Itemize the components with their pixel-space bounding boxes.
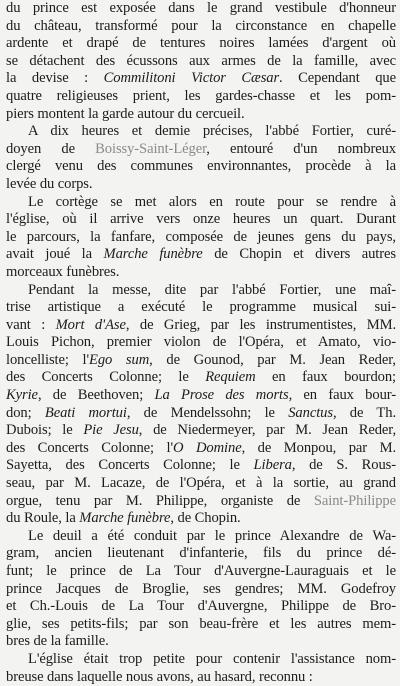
text-segment: du prince est exposée dans le grand vestibule d'honneur [6,0,396,16]
italic-title: Beati mortui [44,404,127,421]
italic-title: Commilitoni Victor Cæsar [103,70,280,87]
text-segment: funt; le prince de La Tour d'Auvergne-Lauraguais et le [6,563,396,579]
text-line [6,457,396,475]
text-line [6,581,396,599]
text-segment: gram, ancien lieutenant d'infanterie, fils du prince dé- [6,545,396,562]
text-segment: morceaux funèbres. [6,263,120,280]
text-segment: , de Grieg, par les instrumentistes, MM. [125,316,397,333]
text-segment: , de Chopin. [170,510,241,527]
text-segment: , de Niedermeyer, par M. Jean Reder, [138,422,397,439]
text-line [6,158,396,176]
text-line [6,510,396,528]
text-segment: . Cependant que [279,70,396,87]
text-segment: des Concerts Colonne; le [6,369,206,386]
text-segment: Sayetta, des Concerts Colonne; le [6,457,254,474]
text-line [6,88,396,106]
text-line [6,317,396,335]
text-line [6,264,396,282]
text-segment: quatre religieuses prient, les gardes-chasse et les pom- [6,87,396,104]
text-segment: prince Jacques de Broglie, ses gendres; MM. Godefroy [6,580,396,597]
italic-title: Mort d'Ase [55,316,126,333]
text-segment: don; [6,404,45,421]
text-line [6,211,396,229]
text-line [6,422,396,440]
text-segment: L'église était trop petite pour contenir l'assistance nom- [28,650,396,667]
text-segment: breuse dans laquelle nous avons, au hasard, reconnu : [6,668,313,685]
text-segment: vant : [6,316,56,333]
text-segment: orgue, tenu par M. Philippe, organiste de [6,492,314,509]
text-line [6,369,396,387]
text-segment: le parcours, la fanfare, composée de jeunes gens du pays, [6,228,396,245]
text-line [6,70,396,88]
text-segment: des Concerts Colonne; l' [6,439,174,456]
italic-title: Libera [253,457,292,474]
text-line [6,35,396,53]
text-line [6,440,396,458]
text-line [6,106,396,124]
text-line [6,194,396,212]
text-segment: la devise : [6,70,104,87]
text-line [6,528,396,546]
text-segment: l'église, où il arrive vers onze heures un quart. Durant [6,211,396,228]
text-segment: , de Th. [332,404,396,421]
text-line [6,141,396,159]
text-segment: levée du corps. [6,175,93,192]
text-segment: glie, ses petits-fils; par son beau-frère et les autres mem- [6,615,396,632]
text-line [6,387,396,405]
text-segment: A dix heures et demie précises, l'abbé Fortier, curé- [28,123,396,140]
text-line [6,405,396,423]
place-name: Boissy-Saint-Léger [95,140,207,157]
text-segment: loncelliste; l' [6,351,90,368]
paragraph [6,0,396,123]
text-segment: ardente et drapé de tentures noires lamées d'argent où [6,35,396,52]
italic-title: O Domine [173,439,242,456]
text-segment: Le cortège se met alors en route pour se rendre à [28,193,396,210]
text-segment: de Chopin et divers autres [202,246,396,263]
text-segment: trise artistique a exécuté le programme musical sui- [6,299,396,316]
text-line [6,299,396,317]
text-line [6,176,396,194]
text-line [6,229,396,247]
text-line [6,545,396,563]
text-segment: bres de la famille. [6,633,109,650]
text-segment: Pendant la messe, dite par l'abbé Fortier, une maî- [28,281,396,298]
text-line [6,352,396,370]
italic-title: Kyrie [6,387,38,404]
italic-title: Sanctus [288,404,333,421]
text-line [6,493,396,511]
text-segment: piers montent la garde autour du cercueil. [6,105,245,122]
place-name: Saint-Philippe [313,492,396,509]
text-segment: Louis Pichon, premier violon de l'Opéra, et Amato, vio- [6,334,396,351]
text-segment: , en faux bour- [288,387,396,404]
text-line [6,669,396,686]
text-line [6,334,396,352]
text-line [6,18,396,36]
italic-title: Requiem [205,369,256,386]
text-segment: , de Gounod, par M. Jean Reder, [149,351,396,368]
text-line [6,598,396,616]
text-line [6,616,396,634]
text-line [6,53,396,71]
text-segment: Dubois; le [6,422,84,439]
text-segment: avait joué la [6,246,104,263]
text-segment: , entouré d'un nombreux [206,140,396,157]
text-segment: , de Mendelssohn; le [126,404,289,421]
text-segment: du Roule, la [6,510,80,527]
text-segment: , de S. Rous- [291,457,396,474]
paragraph [6,194,396,282]
text-line [6,563,396,581]
text-line [6,246,396,264]
paragraph [6,282,396,528]
italic-title: Pie Jesu [83,422,139,439]
text-segment: clergé venu des communes environnantes, procède à la [6,158,396,175]
text-segment: en faux bourdon; [255,369,396,386]
text-segment: seau, par M. Lacaze, de l'Opéra, et à la sortie, au grand [6,475,396,492]
text-line [6,123,396,141]
text-segment: doyen de [6,140,96,157]
text-line [6,282,396,300]
text-line [6,633,396,651]
text-line [6,475,396,493]
text-line [6,651,396,669]
text-segment: se détachent des écussons aux armes de la famille, avec [6,52,396,69]
text-segment: , de Beethoven; [37,387,155,404]
italic-title: Marche funèbre [103,246,203,263]
paragraph [6,528,396,651]
text-line [6,0,396,18]
paragraph [6,651,396,686]
italic-title: Marche funèbre [79,510,171,527]
text-segment: du château, transformé pour la circonstance en chapelle [6,17,396,34]
paragraph [6,123,396,193]
text-segment: Le deuil a été conduit par le prince Alexandre de Wa- [28,527,396,544]
italic-title: Ego sum [89,351,150,368]
italic-title: La Prose des morts [154,387,289,404]
text-segment: et Ch.-Louis de La Tour d'Auvergne, Philippe de Bro- [6,598,396,615]
text-segment: , de Monpou, par M. [241,439,396,456]
